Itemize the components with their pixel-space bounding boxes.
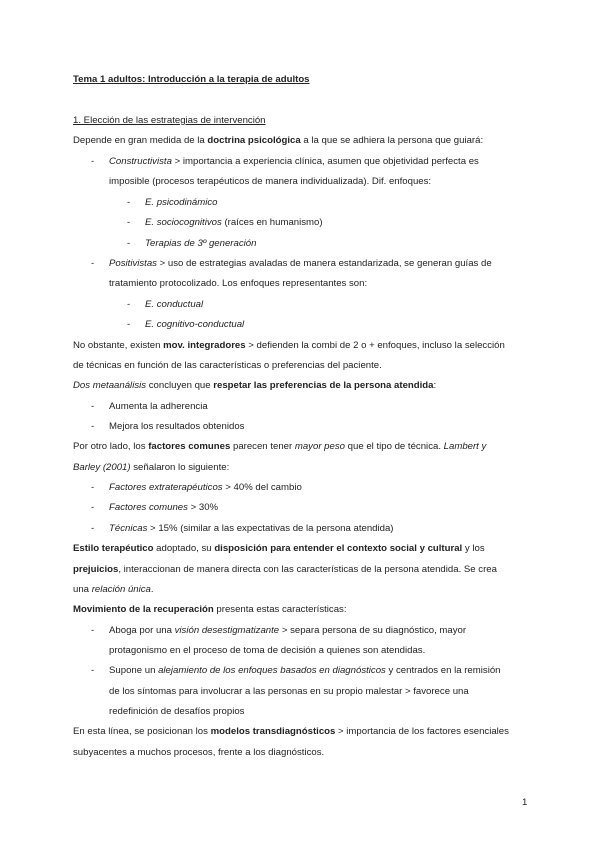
bullet-positivistas: Positivistas > uso de estrategias avaladas de manera estandarizada, se generan guías de bbox=[109, 258, 492, 269]
bullet-factores-comunes: Factores comunes > 30% bbox=[109, 502, 219, 513]
document-title: Tema 1 adultos: Introducción a la terapia de adultos bbox=[73, 74, 310, 85]
bullet-vision: Aboga por una visión desestigmatizante > separa persona de su diagnóstico, mayor bbox=[109, 625, 467, 636]
bullet-dash: - bbox=[91, 401, 95, 412]
paragraph-recuperacion: Movimiento de la recuperación presenta estas características: bbox=[73, 604, 347, 615]
bullet-tecnicas: Técnicas > 15% (similar a las expectativas de la persona atendida) bbox=[109, 523, 394, 534]
section-heading: 1. Elección de las estrategias de intervención bbox=[73, 115, 266, 126]
bullet-dash: - bbox=[91, 482, 95, 493]
bullet-constructivista: Constructivista > importancia a experiencia clínica, asumen que objetividad perfecta es bbox=[109, 156, 479, 167]
paragraph-transdiagnosticos: En esta línea, se posicionan los modelos transdiagnósticos > importancia de los factores esenciales bbox=[73, 726, 509, 737]
bullet-dash: - bbox=[127, 299, 131, 310]
bullet-vision-cont: protagonismo en el proceso de toma de decisión a quienes son atendidas. bbox=[109, 645, 426, 656]
bullet-dash: - bbox=[91, 258, 95, 269]
bullet-resultados: Mejora los resultados obtenidos bbox=[109, 421, 245, 432]
bullet-dash: - bbox=[127, 319, 131, 330]
page-number: 1 bbox=[522, 797, 528, 808]
paragraph-integradores-cont: de técnicas en función de las características o preferencias del paciente. bbox=[73, 360, 382, 371]
paragraph-estilo: Estilo terapéutico adoptado, su disposición para entender el contexto social y cultural y los bbox=[73, 543, 485, 554]
bullet-dash: - bbox=[91, 625, 95, 636]
paragraph-estilo-cont: prejuicios, interaccionan de manera directa con las características de la persona atendida. Se crea bbox=[73, 564, 497, 575]
bullet-dash: - bbox=[91, 665, 95, 676]
bullet-dash: - bbox=[91, 156, 95, 167]
bullet-dash: - bbox=[127, 238, 131, 249]
bullet-dash: - bbox=[91, 421, 95, 432]
paragraph-doctrina: Depende en gran medida de la doctrina psicológica a la que se adhiera la persona que guiará: bbox=[73, 135, 484, 146]
subbullet-cognitivo-conductual: E. cognitivo-conductual bbox=[145, 319, 245, 330]
bullet-constructivista-cont: imposible (procesos terapéuticos de manera individualizada). Dif. enfoques: bbox=[109, 176, 432, 187]
bullet-alejamiento: Supone un alejamiento de los enfoques basados en diagnósticos y centrados en la remisión bbox=[109, 665, 501, 676]
paragraph-metaanalisis: Dos metaanálisis concluyen que respetar las preferencias de la persona atendida: bbox=[73, 380, 437, 391]
subbullet-psicodinamico: E. psicodinámico bbox=[145, 197, 218, 208]
paragraph-factores-comunes: Por otro lado, los factores comunes parecen tener mayor peso que el tipo de técnica. Lambert y bbox=[73, 441, 487, 452]
bullet-positivistas-cont: tratamiento protocolizado. Los enfoques representantes son: bbox=[109, 278, 368, 289]
subbullet-conductual: E. conductual bbox=[145, 299, 204, 310]
paragraph-transdiagnosticos-cont: subyacentes a muchos procesos, frente a los diagnósticos. bbox=[73, 747, 325, 758]
bullet-dash: - bbox=[127, 197, 131, 208]
paragraph-estilo-cont2: una relación única. bbox=[73, 584, 154, 595]
bullet-extraterapeuticos: Factores extraterapéuticos > 40% del cambio bbox=[109, 482, 302, 493]
bullet-alejamiento-cont2: redefinición de desafíos propios bbox=[109, 706, 245, 717]
bullet-alejamiento-cont: de los síntomas para involucrar a las personas en su propio malestar > favorece una bbox=[109, 686, 469, 697]
bullet-dash: - bbox=[91, 523, 95, 534]
subbullet-terapias-3: Terapias de 3º generación bbox=[145, 238, 257, 249]
subbullet-sociocognitivos: E. sociocognitivos (raíces en humanismo) bbox=[145, 217, 323, 228]
bullet-dash: - bbox=[91, 502, 95, 513]
bullet-dash: - bbox=[127, 217, 131, 228]
bullet-adherencia: Aumenta la adherencia bbox=[109, 401, 208, 412]
paragraph-factores-comunes-cont: Barley (2001) señalaron lo siguiente: bbox=[73, 462, 230, 473]
paragraph-integradores: No obstante, existen mov. integradores > defienden la combi de 2 o + enfoques, incluso la selección bbox=[73, 340, 505, 351]
